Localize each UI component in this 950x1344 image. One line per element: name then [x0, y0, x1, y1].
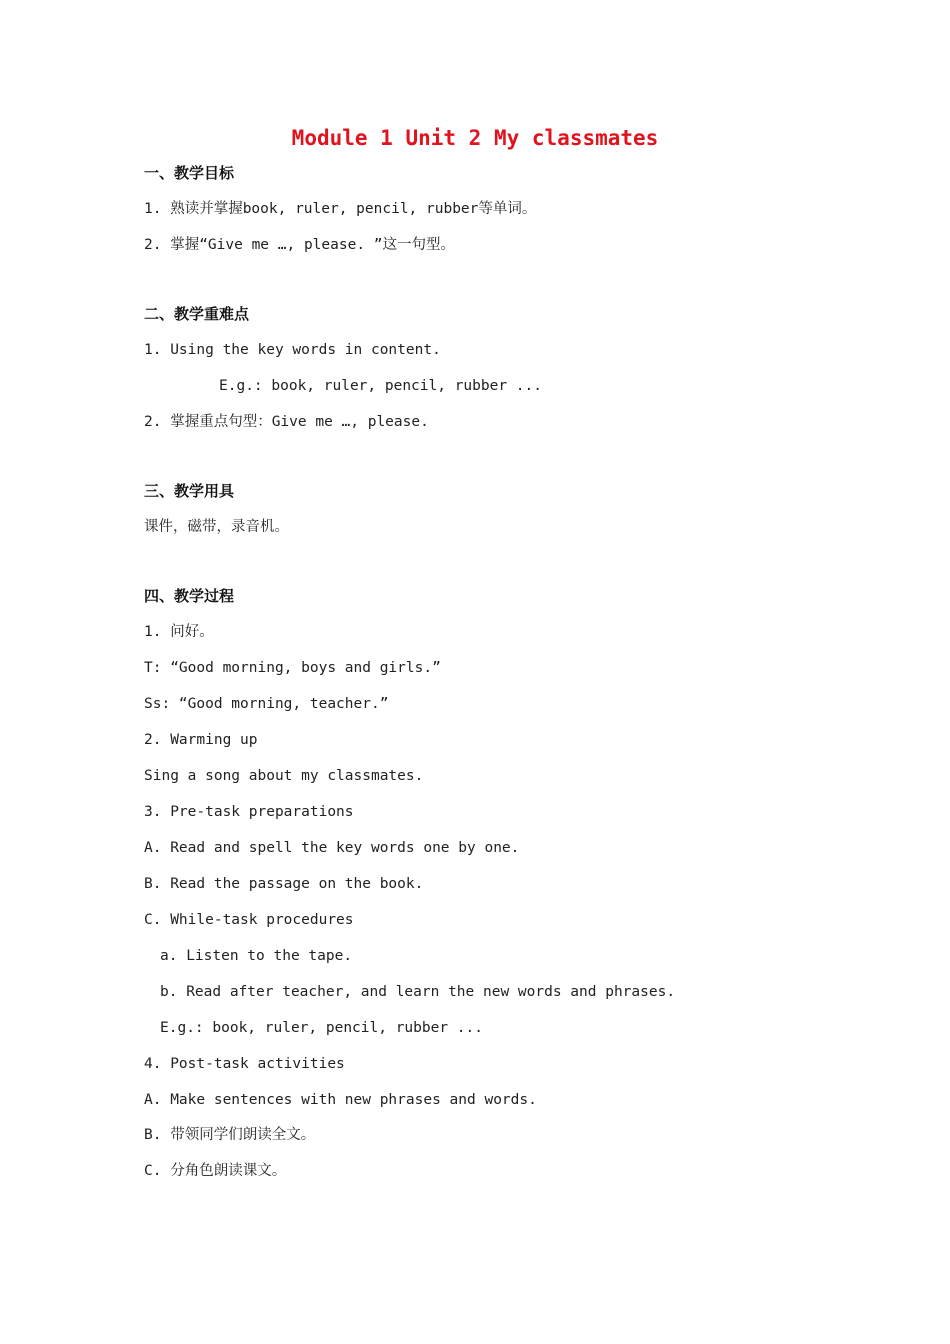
process-item: Sing a song about my classmates.: [144, 768, 424, 784]
process-item: 1. 问好。: [144, 624, 214, 640]
process-item: A. Read and spell the key words one by one.: [144, 840, 520, 856]
process-example: E.g.: book, ruler, pencil, rubber ...: [160, 1020, 484, 1036]
document-title: Module 1 Unit 2 My classmates: [291, 126, 659, 150]
key-point-item: 1. Using the key words in content.: [144, 342, 441, 358]
objective-item: 1. 熟读并掌握book, ruler, pencil, rubber等单词。: [144, 201, 537, 217]
process-subitem: a. Listen to the tape.: [160, 948, 353, 964]
section-heading-key-points: 二、教学重难点: [144, 305, 250, 323]
process-item: 4. Post-task activities: [144, 1056, 345, 1072]
process-item: B. 带领同学们朗读全文。: [144, 1127, 316, 1143]
process-item: C. 分角色朗读课文。: [144, 1163, 287, 1179]
key-point-example: E.g.: book, ruler, pencil, rubber ...: [219, 378, 543, 394]
tools-item: 课件，磁带，录音机。: [144, 519, 289, 535]
section-heading-tools: 三、教学用具: [144, 482, 235, 500]
process-item: 3. Pre-task preparations: [144, 804, 354, 820]
section-heading-objectives: 一、教学目标: [144, 164, 235, 182]
process-item: C. While-task procedures: [144, 912, 354, 928]
key-point-item: 2. 掌握重点句型：Give me …, please.: [144, 414, 429, 430]
process-item: Ss: “Good morning, teacher.”: [144, 696, 389, 712]
process-item: 2. Warming up: [144, 732, 258, 748]
section-heading-process: 四、教学过程: [144, 587, 235, 605]
process-subitem: b. Read after teacher, and learn the new words and phrases.: [160, 984, 676, 1000]
process-item: B. Read the passage on the book.: [144, 876, 424, 892]
process-item: T: “Good morning, boys and girls.”: [144, 660, 441, 676]
objective-item: 2. 掌握“Give me …, please. ”这一句型。: [144, 237, 456, 253]
process-item: A. Make sentences with new phrases and words.: [144, 1092, 537, 1108]
